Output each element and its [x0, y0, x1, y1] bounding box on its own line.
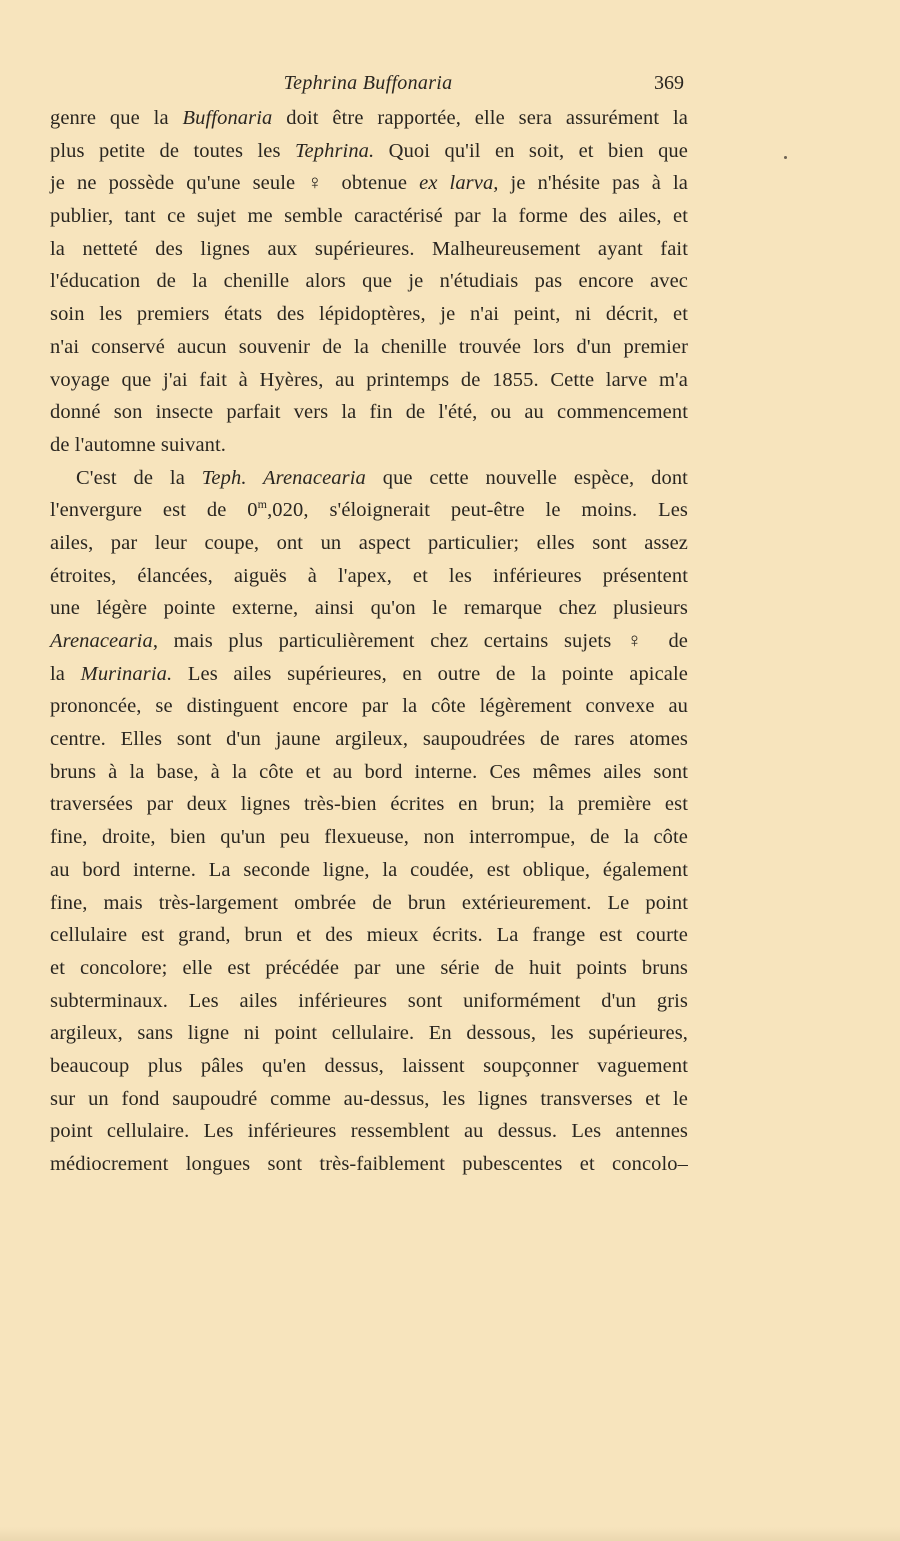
- text-line: [50, 429, 688, 462]
- text-line: [50, 560, 688, 593]
- text-run: et concolore; elle est précédée par une série de huit points bruns: [50, 956, 688, 979]
- margin-speck: [784, 156, 787, 159]
- text-run: je n'hésite pas à la: [498, 172, 688, 195]
- text-line: [50, 1050, 688, 1083]
- italic-run: Arenacearia: [50, 630, 153, 652]
- text-run: sur un fond saupoudré comme au-dessus, les lignes transverses et le: [50, 1087, 688, 1110]
- text-run: au bord interne. La seconde ligne, la coudée, est oblique, également: [50, 858, 688, 881]
- italic-run: ex larva,: [419, 172, 499, 195]
- body-text: [50, 102, 688, 1181]
- text-run: bruns à la base, à la côte et au bord interne. Ces mêmes ailes sont: [50, 760, 688, 783]
- text-line: [50, 233, 688, 266]
- text-run: l'envergure est de 0: [50, 499, 258, 522]
- text-line: [50, 756, 688, 789]
- text-run: l'éducation de la chenille alors que je n'étudiais pas encore avec: [50, 270, 688, 293]
- text-line: [50, 364, 688, 397]
- text-line: [50, 919, 688, 952]
- text-line: [50, 1083, 688, 1116]
- italic-run: Tephrina.: [294, 139, 375, 162]
- text-line: [50, 592, 688, 625]
- text-line: [50, 658, 688, 691]
- text-run: Les ailes supérieures, en outre de la pointe apicale: [172, 662, 688, 685]
- text-line: [50, 396, 688, 429]
- text-line: [50, 265, 688, 298]
- text-line: [50, 102, 688, 135]
- text-line: [50, 494, 688, 527]
- text-run: doit être rapportée, elle sera assurément la: [272, 107, 688, 129]
- superscript-run: m: [257, 497, 268, 512]
- text-run: la: [50, 662, 81, 685]
- page-number: 369: [654, 72, 684, 94]
- text-run: ailes, par leur coupe, ont un aspect particulier; elles sont assez: [50, 531, 688, 554]
- text-line: [50, 298, 688, 331]
- text-run: prononcée, se distinguent encore par la côte légèrement convexe au: [50, 695, 688, 718]
- text-run: traversées par deux lignes très-bien écrites en brun; la première est: [50, 793, 688, 816]
- text-line: [50, 788, 688, 821]
- text-run: C'est de la: [76, 466, 202, 489]
- text-run: publier, tant ce sujet me semble caractérisé par la forme des ailes, et: [50, 205, 688, 228]
- text-line: [50, 167, 688, 200]
- italic-run: Buffonaria: [182, 107, 273, 129]
- text-line: [50, 135, 688, 168]
- text-run: médiocrement longues sont très-faiblement pubescentes et concolo–: [50, 1153, 688, 1175]
- text-line: [50, 527, 688, 560]
- text-line: [50, 723, 688, 756]
- text-run: Quoi qu'il en soit, et bien que: [374, 139, 688, 162]
- text-line: [50, 331, 688, 364]
- italic-run: Murinaria.: [80, 662, 173, 685]
- running-head: [50, 70, 686, 100]
- text-line: [50, 887, 688, 920]
- text-line: [50, 985, 688, 1018]
- text-run: une légère pointe externe, ainsi qu'on le remarque chez plusieurs: [50, 597, 688, 620]
- text-run: la netteté des lignes aux supérieures. Malheureusement ayant fait: [50, 237, 688, 260]
- text-run: centre. Elles sont d'un jaune argileux, saupoudrées de rares atomes: [50, 728, 688, 751]
- text-run: genre que la: [50, 107, 183, 129]
- text-line: [50, 854, 688, 887]
- text-run: de l'automne suivant.: [50, 433, 227, 456]
- text-run: n'ai conservé aucun souvenir de la chenille trouvée lors d'un premier: [50, 335, 688, 358]
- text-line: [50, 625, 688, 658]
- italic-run: Teph. Arenacearia: [201, 466, 366, 489]
- text-run: je ne possède qu'une seule ♀ obtenue: [50, 172, 420, 195]
- text-run: plus petite de toutes les: [50, 139, 295, 162]
- text-line: [50, 1017, 688, 1050]
- text-line: [50, 462, 688, 495]
- text-run: soin les premiers états des lépidoptères, je n'ai peint, ni décrit, et: [50, 303, 688, 326]
- text-run: voyage que j'ai fait à Hyères, au printemps de 1855. Cette larve m'a: [50, 368, 688, 391]
- page-edge-shadow: [0, 1527, 900, 1541]
- text-run: fine, mais très-largement ombrée de brun extérieurement. Le point: [50, 891, 688, 914]
- text-run: , mais plus particulièrement chez certains sujets ♀ de: [152, 630, 688, 652]
- text-line: [50, 200, 688, 233]
- text-run: cellulaire est grand, brun et des mieux écrits. La frange est courte: [50, 924, 688, 947]
- text-line: [50, 1148, 688, 1181]
- text-run: que cette nouvelle espèce, dont: [365, 466, 688, 489]
- text-run: argileux, sans ligne ni point cellulaire. En dessous, les supérieures,: [50, 1022, 688, 1045]
- text-run: donné son insecte parfait vers la fin de l'été, ou au commencement: [50, 401, 688, 424]
- text-line: [50, 1115, 688, 1148]
- text-line: [50, 952, 688, 985]
- text-run: beaucoup plus pâles qu'en dessus, laissent soupçonner vaguement: [50, 1054, 688, 1077]
- text-run: subterminaux. Les ailes inférieures sont uniformément d'un gris: [50, 989, 688, 1012]
- text-run: étroites, élancées, aiguës à l'apex, et les inférieures présentent: [50, 564, 688, 587]
- text-line: [50, 690, 688, 723]
- text-run: fine, droite, bien qu'un peu flexueuse, non interrompue, de la côte: [50, 826, 688, 849]
- text-run: point cellulaire. Les inférieures ressemblent au dessus. Les antennes: [50, 1120, 688, 1143]
- text-run: ,020, s'éloignerait peut-être le moins. Les: [267, 499, 689, 522]
- text-line: [50, 821, 688, 854]
- running-title: Tephrina Buffonaria: [283, 72, 453, 94]
